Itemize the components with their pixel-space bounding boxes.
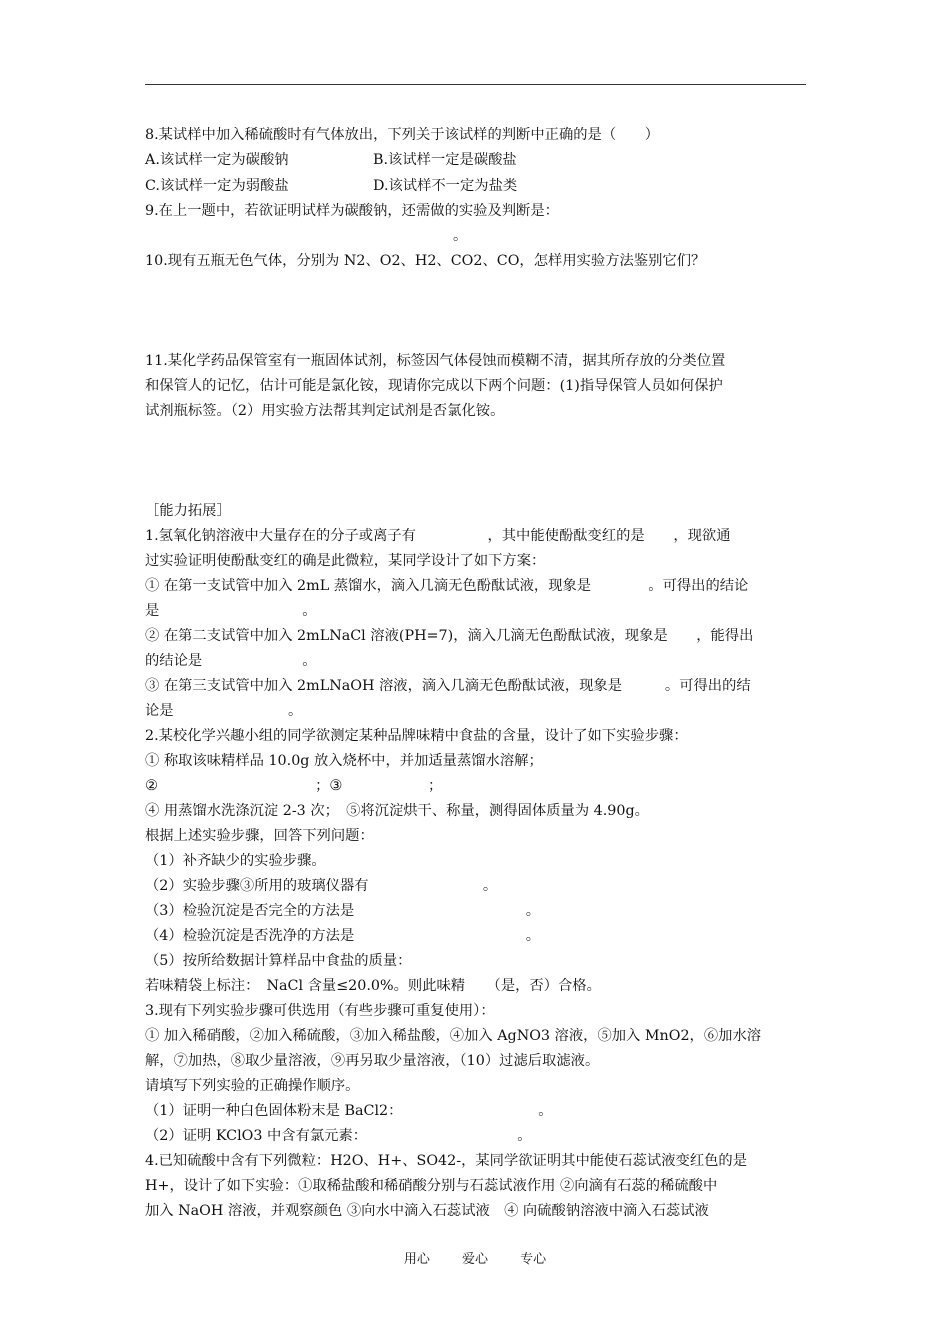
e2-line-7: （2）实验步骤③所用的玻璃仪器有 。 (145, 878, 498, 894)
q9-answer-end: 。 (453, 228, 468, 244)
e2-line-11: 若味精袋上标注： NaCl 含量≤20.0%。则此味精 （是，否）合格。 (145, 978, 601, 994)
q8-option-c: C.该试样一定为弱酸盐 (145, 178, 289, 194)
e2-line-2: ① 称取该味精样品 10.0g 放入烧杯中，并加适量蒸馏水溶解； (145, 753, 543, 769)
e1-line-4: 是 。 (145, 603, 317, 619)
e3-line-2: ① 加入稀硝酸，②加入稀硫酸，③加入稀盐酸，④加入 AgNO3 溶液，⑤加入 MnO2，⑥加水溶 (145, 1028, 762, 1044)
q8-option-b: B.该试样一定是碳酸盐 (373, 152, 517, 168)
e3-line-6: （2）证明 KClO3 中含有氯元素： 。 (145, 1128, 532, 1144)
e2-line-4: ④ 用蒸馏水洗涤沉淀 2-3 次； ⑤将沉淀烘干、称量，测得固体质量为 4.90g。 (145, 803, 649, 819)
e2-line-8: （3）检验沉淀是否完全的方法是 。 (145, 903, 541, 919)
e1-line-8: 论是 。 (145, 703, 303, 719)
footer-word-3: 专心 (520, 1252, 547, 1267)
footer-word-2: 爱心 (461, 1252, 488, 1267)
q11-line-1: 11.某化学药品保管室有一瓶固体试剂，标签因气体侵蚀而模糊不清，据其所存放的分类位置 (145, 353, 726, 369)
e4-line-3: 加入 NaOH 溶液，并观察颜色 ③向水中滴入石蕊试液 ④ 向硫酸钠溶液中滴入石蕊试液 (145, 1203, 709, 1219)
e2-line-10: （5）按所给数据计算样品中食盐的质量： (145, 953, 412, 969)
q11-line-2: 和保管人的记忆，估计可能是氯化铵，现请你完成以下两个问题：(1)指导保管人员如何保护 (145, 378, 723, 394)
page-footer (0, 1248, 950, 1267)
e2-line-9: （4）检验沉淀是否洗净的方法是 。 (145, 928, 541, 944)
e1-line-1: 1.氢氧化钠溶液中大量存在的分子或离子有 ，其中能使酚酞变红的是 ，现欲通 (145, 528, 731, 544)
e2-line-1: 2.某校化学兴趣小组的同学欲测定某种品牌味精中食盐的含量，设计了如下实验步骤： (145, 728, 688, 744)
q10-stem: 10.现有五瓶无色气体，分别为 N2、O2、H2、CO2、CO，怎样用实验方法鉴别它们？ (145, 253, 706, 269)
e4-line-2: H+，设计了如下实验：①取稀盐酸和稀硝酸分别与石蕊试液作用 ②向滴有石蕊的稀硫酸中 (145, 1178, 718, 1194)
e1-line-2: 过实验证明使酚酞变红的确是此微粒，某同学设计了如下方案： (145, 553, 546, 569)
e3-line-4: 请填写下列实验的正确操作顺序。 (145, 1078, 360, 1094)
q9-stem: 9.在上一题中，若欲证明试样为碳酸钠，还需做的实验及判断是： (145, 203, 559, 219)
e2-line-5: 根据上述实验步骤，回答下列问题： (145, 828, 374, 844)
e1-line-3: ① 在第一支试管中加入 2mL 蒸馏水，滴入几滴无色酚酞试液，现象是 。可得出的结论 (145, 578, 749, 594)
q11-line-3: 试剂瓶标签。（2）用实验方法帮其判定试剂是否氯化铵。 (145, 403, 505, 419)
section-heading: ［能力拓展］ (145, 503, 231, 519)
q8-stem: 8.某试样中加入稀硫酸时有气体放出，下列关于该试样的判断中正确的是（ ） (145, 127, 660, 143)
header-rule (145, 84, 806, 85)
e3-line-3: 解，⑦加热，⑧取少量溶液，⑨再另取少量溶液，（10）过滤后取滤液。 (145, 1053, 600, 1069)
e1-line-5: ② 在第二支试管中加入 2mLNaCl 溶液(PH=7)，滴入几滴无色酚酞试液，现象是 ，能得出 (145, 628, 754, 644)
e3-line-5: （1）证明一种白色固体粉末是 BaCl2： 。 (145, 1103, 553, 1119)
e1-line-6: 的结论是 。 (145, 653, 317, 669)
e4-line-1: 4.已知硫酸中含有下列微粒：H2O、H+、SO42-，某同学欲证明其中能使石蕊试液变红色的是 (145, 1153, 748, 1169)
e3-line-1: 3.现有下列实验步骤可供选用（有些步骤可重复使用）： (145, 1003, 495, 1019)
e2-line-3: ② ；③ ； (145, 778, 443, 794)
e2-line-6: （1）补齐缺少的实验步骤。 (145, 853, 326, 869)
q8-option-a: A.该试样一定为碳酸钠 (145, 152, 289, 168)
footer-word-1: 用心 (403, 1252, 430, 1267)
q8-option-d: D.该试样不一定为盐类 (373, 178, 518, 194)
e1-line-7: ③ 在第三支试管中加入 2mLNaOH 溶液，滴入几滴无色酚酞试液，现象是 。可得出的结 (145, 678, 751, 694)
